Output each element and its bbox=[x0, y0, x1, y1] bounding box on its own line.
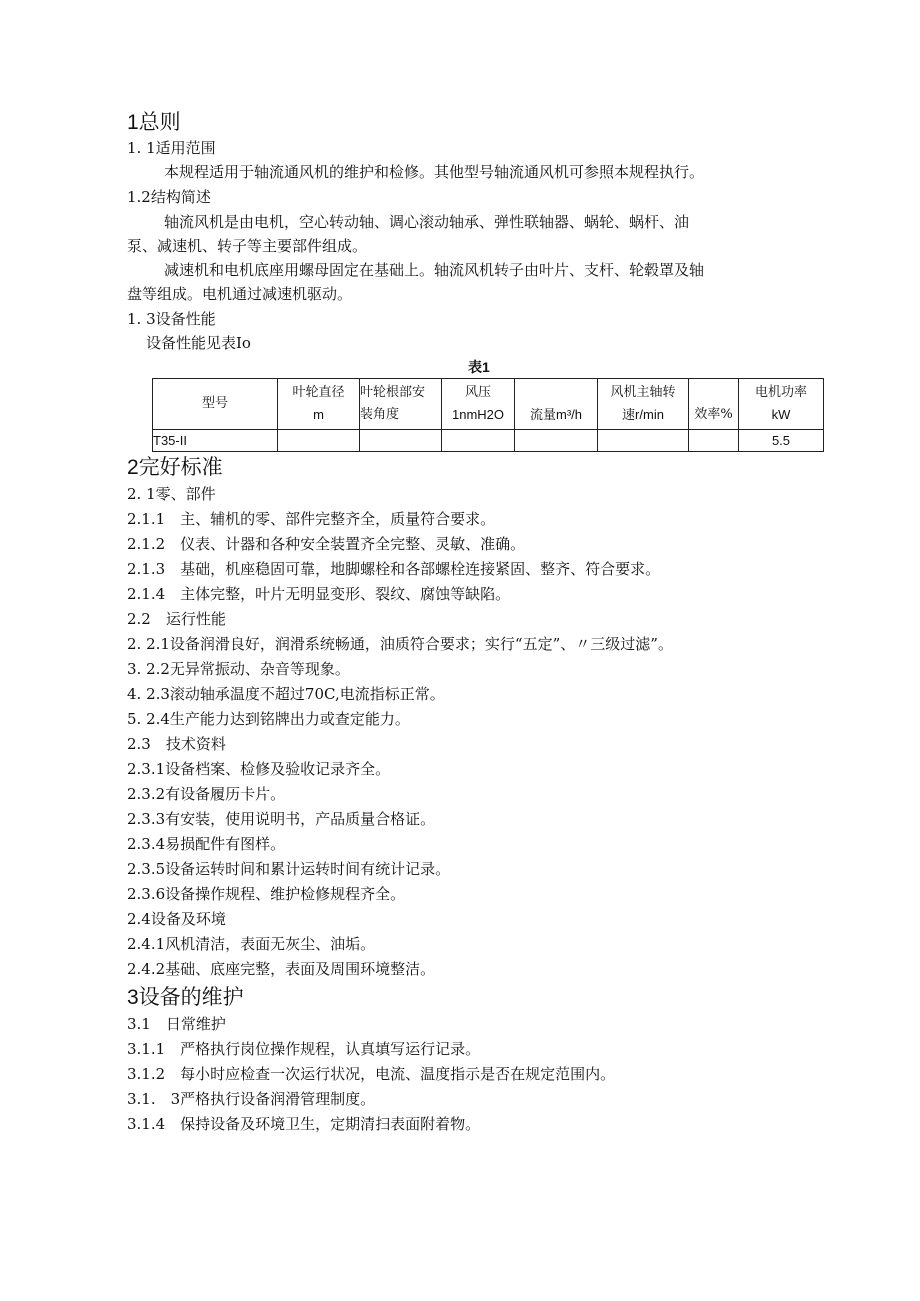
item-2-1-2: 2.1.2 仪表、计器和各种安全装置齐全完整、灵敏、准确。 bbox=[127, 535, 526, 553]
paragraph-1-2b-line2: 盘等组成。电机通过减速机驱动。 bbox=[127, 285, 353, 303]
item-3-1-3: 3.1. 3严格执行设备润滑管理制度。 bbox=[127, 1090, 376, 1108]
paragraph-1-2a-line2: 泵、减速机、转子等主要部件组成。 bbox=[127, 237, 368, 255]
item-2-2-1: 2. 2.1设备润滑良好，润滑系统畅通，油质符合要求；实行“五定”、〃三级过滤”。 bbox=[127, 635, 673, 653]
subsection-1-3: 1. 3设备性能 bbox=[127, 310, 216, 328]
header-impeller-diameter: 叶轮直径 m bbox=[278, 379, 360, 430]
item-2-1-3: 2.1.3 基础，机座稳固可靠，地脚螺栓和各部螺栓连接紧固、整齐、符合要求。 bbox=[127, 560, 661, 578]
cell-efficiency bbox=[689, 430, 739, 452]
paragraph-1-2a-line1: 轴流风机是由电机，空心转动轴、调心滚动轴承、弹性联轴器、蜗轮、蜗杆、油 bbox=[164, 213, 690, 231]
section-1-heading: 1总则 bbox=[127, 111, 181, 134]
cell-blade-angle bbox=[360, 430, 442, 452]
header-motor-power: 电机功率 kW bbox=[739, 379, 824, 430]
subsection-1-2: 1.2结构简述 bbox=[127, 188, 211, 206]
item-2-2-3: 4. 2.3滚动轴承温度不超过70C,电流指标正常。 bbox=[127, 685, 445, 703]
item-2-4-1: 2.4.1风机清洁，表面无灰尘、油垢。 bbox=[127, 935, 376, 953]
subsection-2-1: 2. 1零、部件 bbox=[127, 485, 216, 503]
header-shaft-speed: 风机主轴转 速r/min bbox=[598, 379, 689, 430]
performance-table bbox=[152, 378, 824, 452]
subsection-2-2: 2.2 运行性能 bbox=[127, 610, 226, 628]
item-2-3-1: 2.3.1设备档案、检修及验收记录齐全。 bbox=[127, 760, 391, 778]
cell-impeller-diameter bbox=[278, 430, 360, 452]
section-2-heading: 2完好标准 bbox=[127, 456, 223, 479]
item-2-1-1: 2.1.1 主、辅机的零、部件完整齐全，质量符合要求。 bbox=[127, 510, 496, 528]
header-model: 型号 bbox=[153, 379, 278, 430]
cell-motor-power: 5.5 bbox=[739, 430, 824, 452]
subsection-1-1: 1. 1适用范围 bbox=[127, 139, 216, 157]
cell-flow bbox=[515, 430, 598, 452]
item-2-2-4: 5. 2.4生产能力达到铭牌出力或查定能力。 bbox=[127, 710, 410, 728]
item-2-2-2: 3. 2.2无异常振动、杂音等现象。 bbox=[127, 660, 350, 678]
item-3-1-1: 3.1.1 严格执行岗位操作规程，认真填写运行记录。 bbox=[127, 1040, 481, 1058]
item-2-3-4: 2.3.4易损配件有图样。 bbox=[127, 835, 286, 853]
header-pressure: 风压 1nmH2O bbox=[442, 379, 515, 430]
subsection-2-3: 2.3 技术资料 bbox=[127, 735, 226, 753]
item-3-1-4: 3.1.4 保持设备及环境卫生，定期清扫表面附着物。 bbox=[127, 1115, 481, 1133]
section-3-heading: 3设备的维护 bbox=[127, 986, 244, 1009]
item-2-3-6: 2.3.6设备操作规程、维护检修规程齐全。 bbox=[127, 885, 406, 903]
item-2-3-2: 2.3.2有设备履历卡片。 bbox=[127, 785, 286, 803]
header-flow: 流量m³/h bbox=[515, 379, 598, 430]
paragraph-1-1: 本规程适用于轴流通风机的维护和检修。其他型号轴流通风机可参照本规程执行。 bbox=[164, 163, 705, 181]
item-2-1-4: 2.1.4 主体完整，叶片无明显变形、裂纹、腐蚀等缺陷。 bbox=[127, 585, 511, 603]
paragraph-1-3: 设备性能见表Io bbox=[146, 334, 251, 352]
cell-model: T35-II bbox=[153, 430, 278, 452]
header-efficiency: 效率% bbox=[689, 379, 739, 430]
table-caption: 表1 bbox=[468, 359, 490, 375]
table-row bbox=[153, 430, 824, 452]
header-blade-angle: 叶轮根部安 装角度 bbox=[360, 379, 442, 430]
item-2-3-5: 2.3.5设备运转时间和累计运转时间有统计记录。 bbox=[127, 860, 451, 878]
cell-shaft-speed bbox=[598, 430, 689, 452]
paragraph-1-2b-line1: 减速机和电机底座用螺母固定在基础上。轴流风机转子由叶片、支杆、轮毂罩及轴 bbox=[164, 261, 705, 279]
item-2-3-3: 2.3.3有安装，使用说明书，产品质量合格证。 bbox=[127, 810, 436, 828]
cell-pressure bbox=[442, 430, 515, 452]
item-2-4-2: 2.4.2基础、底座完整，表面及周围环境整洁。 bbox=[127, 960, 436, 978]
subsection-3-1: 3.1 日常维护 bbox=[127, 1015, 226, 1033]
table-header-row bbox=[153, 379, 824, 430]
item-3-1-2: 3.1.2 每小时应检查一次运行状况，电流、温度指示是否在规定范围内。 bbox=[127, 1065, 616, 1083]
subsection-2-4: 2.4设备及环境 bbox=[127, 910, 226, 928]
